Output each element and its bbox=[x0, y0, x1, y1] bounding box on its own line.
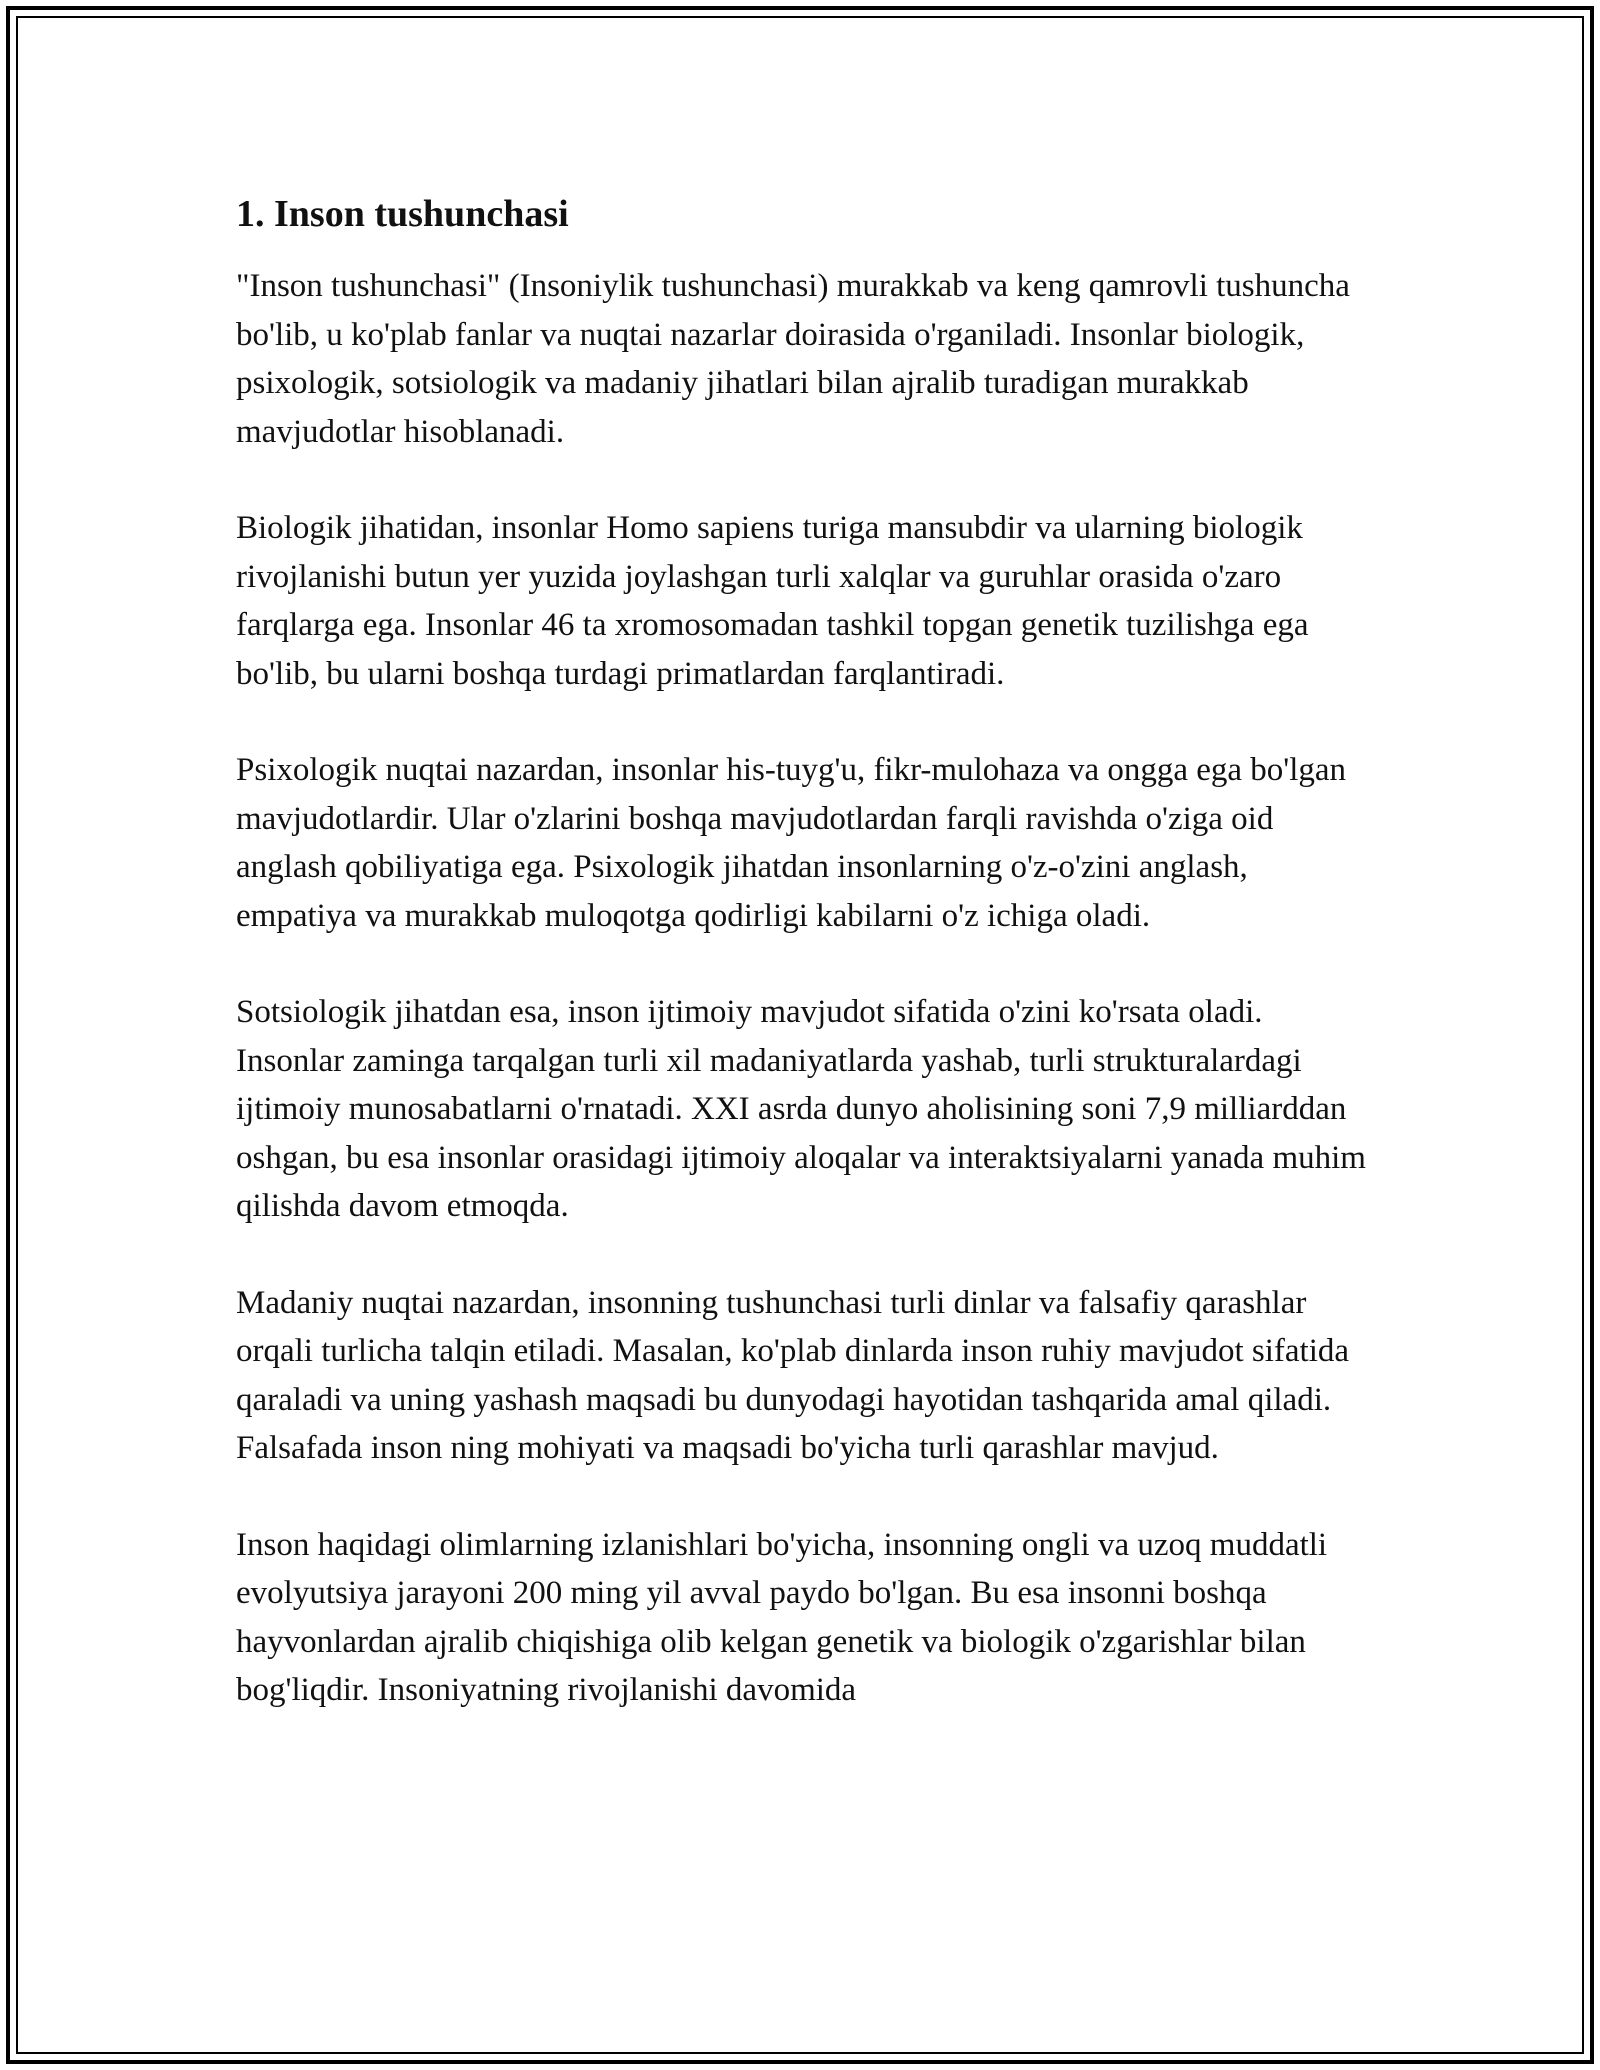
paragraph-evolution: Inson haqidagi olimlarning izlanishlari bo'yicha, insonning ongli va uzoq muddatli evolyutsiya jarayoni 200 ming yil avval paydo bo'lgan. Bu esa insonni boshqa hayvonlardan ajralib chiqishiga olib kelgan genetik va biologik o'zgarishlar bilan bog'liqdir. Insoniyatning rivojlanishi davomida bbox=[236, 1526, 1328, 1708]
paragraph-sociological: Sotsiologik jihatdan esa, inson ijtimoiy mavjudot sifatida o'zini ko'rsata oladi. Insonlar zaminga tarqalgan turli xil madaniyatlarda yashab, turli strukturalardagi ijtimoiy munosabatlarni o'rnatadi. XXI asrda dunyo aholisining soni 7,9 milliarddan oshgan, bu esa insonlar orasidagi ijtimoiy aloqalar va interaktsiyalarni yanada muhim qilishda davom etmoqda. bbox=[236, 994, 1366, 1224]
section-heading: 1. Inson tushunchasi bbox=[236, 193, 569, 235]
paragraph-cultural: Madaniy nuqtai nazardan, insonning tushunchasi turli dinlar va falsafiy qarashlar orqali turlicha talqin etiladi. Masalan, ko'plab dinlarda inson ruhiy mavjudot sifatida qaraladi va uning yashash maqsadi bu dunyodagi hayotidan tashqarida amal qiladi. Falsafada inson ning mohiyati va maqsadi bo'yicha turli qarashlar mavjud. bbox=[236, 1284, 1350, 1466]
paragraph-biological: Biologik jihatidan, insonlar Homo sapiens turiga mansubdir va ularning biologik rivojlanishi butun yer yuzida joylashgan turli xalqlar va guruhlar orasida o'zaro farqlarga ega. Insonlar 46 ta xromosomadan tashkil topgan genetik tuzilishga ega bo'lib, bu ularni boshqa turdagi primatlardan farqlantiradi. bbox=[236, 510, 1309, 692]
paragraph-intro: "Inson tushunchasi" (Insoniylik tushunchasi) murakkab va keng qamrovli tushuncha bo'lib, u ko'plab fanlar va nuqtai nazarlar doirasida o'rganiladi. Insonlar biologik, psixologik, sotsiologik va madaniy jihatlari bilan ajralib turadigan murakkab mavjudotlar hisoblanadi. bbox=[236, 268, 1350, 450]
paragraph-psychological: Psixologik nuqtai nazardan, insonlar his-tuyg'u, fikr-mulohaza va ongga ega bo'lgan mavjudotlardir. Ular o'zlarini boshqa mavjudotlardan farqli ravishda o'ziga oid anglash qobiliyatiga ega. Psixologik jihatdan insonlarning o'z-o'zini anglash, empatiya va murakkab muloqotga qodirligi kabilarni o'z ichiga oladi. bbox=[236, 752, 1347, 934]
document-body bbox=[236, 186, 1366, 1763]
